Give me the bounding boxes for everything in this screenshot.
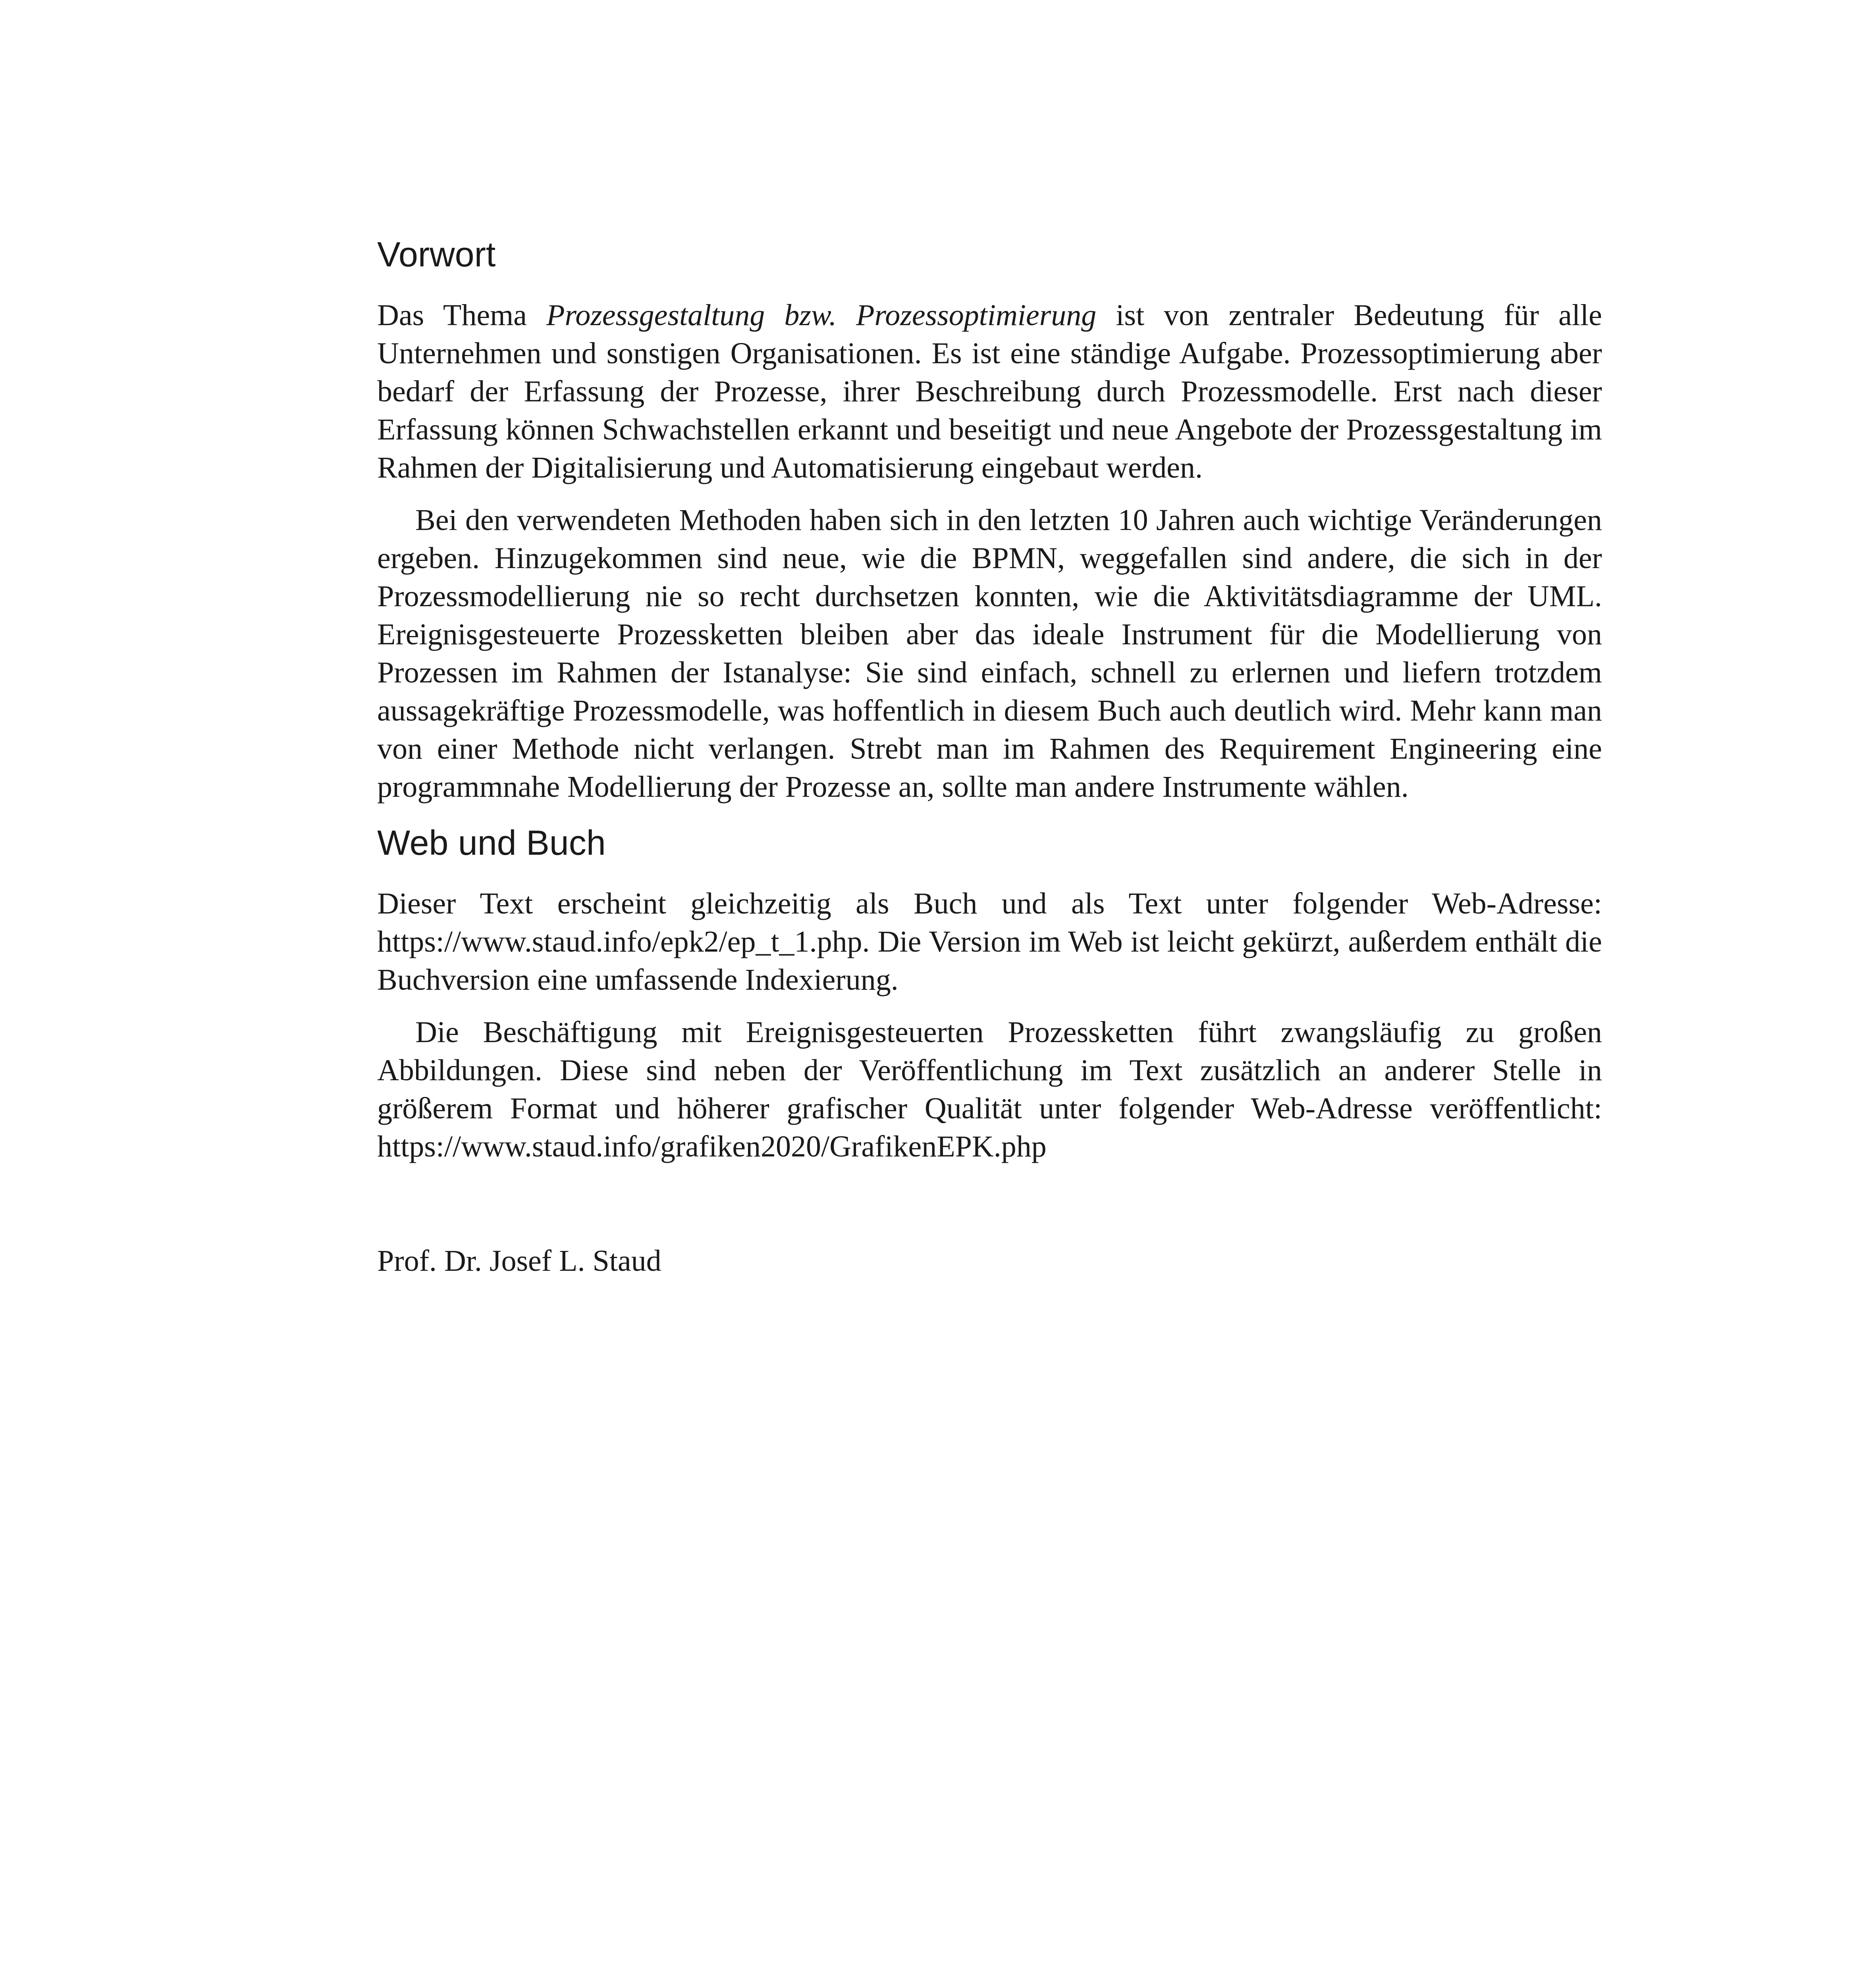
author-signature: Prof. Dr. Josef L. Staud [377,1244,661,1278]
vorwort-paragraph-2: Bei den verwendeten Methoden haben sich in den letzten 10 Jahren auch wichtige Veränderungen ergeben. Hinzugekommen sind neue, wie die BPMN, weggefallen sind andere, die sich in der Prozessmodellierung nie so recht durchsetzen konnten, wie die Aktivitätsdiagramme der UML. Ereignisgesteuerte Prozessketten bleiben aber das ideale Instrument für die Modellierung von Prozessen im Rahmen der Istanalyse: Sie sind einfach, schnell zu erlernen und liefern trotzdem aussagekräftige Prozessmodelle, was hoffentlich in diesem Buch auch deutlich wird. Mehr kann man von einer Methode nicht verlangen. Strebt man im Rahmen des Requirement Engineering eine programmnahe Modellierung der Prozesse an, sollte man andere Instrumente wählen. [377,503,1602,804]
web-und-buch-paragraph-1: Dieser Text erscheint gleichzeitig als Buch und als Text unter folgender Web-Adresse: https://www.staud.info/epk2/ep_t_1.php. Die Version im Web ist leicht gekürzt, außerdem enthält die Buchversion eine umfassende Indexierung. [377,887,1602,997]
vorwort-p1-before: Das Thema [377,299,547,332]
section-heading-vorwort: Vorwort [377,235,496,274]
section-heading-web-und-buch: Web und Buch [377,823,606,863]
vorwort-p1-emphasis: Prozessgestaltung bzw. Prozessoptimierung [546,299,1097,332]
vorwort-p1-after: ist von zentraler Bedeutung für alle Unternehmen und sonstigen Organisationen. Es ist eine ständige Aufgabe. Prozessoptimierung aber bedarf der Erfassung der Prozesse, ihrer Beschreibung durch Prozessmodelle. Erst nach dieser Erfassung können Schwachstellen erkannt und beseitigt und neue Angebote der Prozessgestaltung im Rahmen der Digitalisierung und Automatisierung eingebaut werden. [377,299,1602,485]
vorwort-paragraph-1 [377,296,1602,487]
document-page [377,234,1602,1280]
web-und-buch-paragraph-2: Die Beschäftigung mit Ereignisgesteuerten Prozessketten führt zwangsläufig zu großen Abbildungen. Diese sind neben der Veröffentlichung im Text zusätzlich an anderer Stelle in größerem Format und höherer grafischer Qualität unter folgender Web-Adresse veröffentlicht: https://www.staud.info/grafiken2020/GrafikenEPK.php [377,1016,1602,1164]
